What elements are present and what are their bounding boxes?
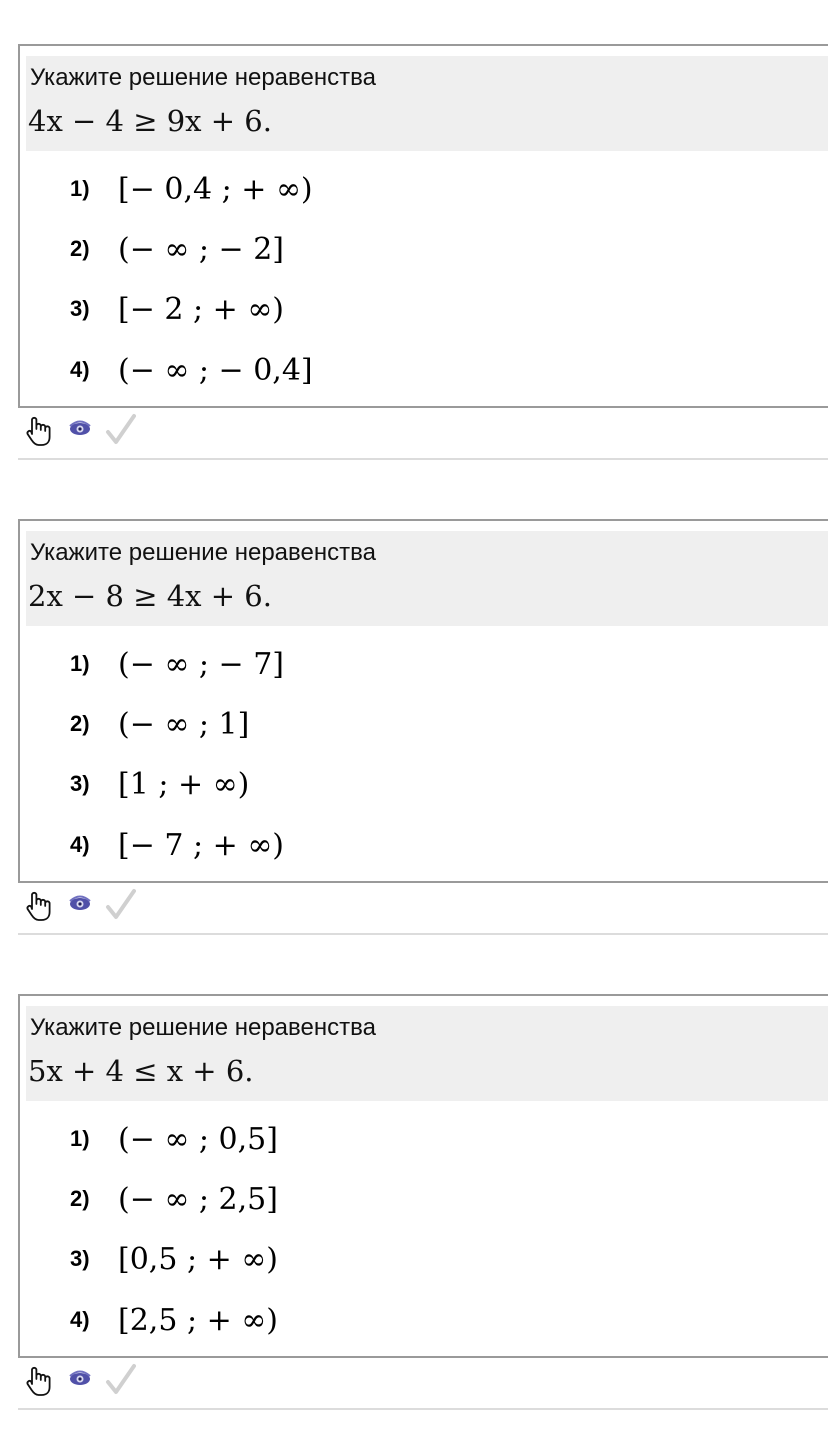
option-number: 4) bbox=[70, 1307, 90, 1332]
answer-option-3[interactable] bbox=[70, 764, 249, 804]
task-separator bbox=[18, 933, 828, 935]
task-inequality: 4x − 4 ≥ 9x + 6. bbox=[28, 104, 272, 138]
option-answer: [− 0,4 ; + ∞) bbox=[118, 171, 313, 207]
eye-icon[interactable] bbox=[66, 412, 98, 448]
option-answer: (− ∞ ; − 2] bbox=[118, 231, 285, 267]
task-header bbox=[26, 531, 828, 626]
option-answer: [1 ; + ∞) bbox=[118, 766, 250, 802]
checkmark-icon[interactable] bbox=[104, 887, 136, 923]
answer-option-4[interactable] bbox=[70, 825, 284, 865]
task-toolbar bbox=[20, 887, 160, 927]
task-prompt: Укажите решение неравенства bbox=[30, 64, 376, 91]
option-number: 1) bbox=[70, 1126, 90, 1151]
task-prompt: Укажите решение неравенства bbox=[30, 1014, 376, 1041]
answer-option-1[interactable] bbox=[70, 169, 313, 209]
option-number: 4) bbox=[70, 832, 90, 857]
checkmark-icon[interactable] bbox=[104, 412, 136, 448]
option-number: 2) bbox=[70, 236, 90, 261]
answer-option-3[interactable] bbox=[70, 1239, 278, 1279]
task-separator bbox=[18, 1408, 828, 1410]
task-separator bbox=[18, 458, 828, 460]
answer-option-2[interactable] bbox=[70, 704, 249, 744]
option-number: 3) bbox=[70, 771, 90, 796]
option-answer: (− ∞ ; 0,5] bbox=[118, 1121, 278, 1157]
hand-pointer-icon[interactable] bbox=[22, 412, 54, 448]
option-answer: [− 7 ; + ∞) bbox=[118, 827, 285, 863]
answer-option-4[interactable] bbox=[70, 350, 313, 390]
task-header bbox=[26, 1006, 828, 1101]
task-inequality: 2x − 8 ≥ 4x + 6. bbox=[28, 579, 272, 613]
option-number: 3) bbox=[70, 296, 90, 321]
answer-option-1[interactable] bbox=[70, 1119, 278, 1159]
option-number: 3) bbox=[70, 1246, 90, 1271]
option-answer: [− 2 ; + ∞) bbox=[118, 291, 285, 327]
answer-option-4[interactable] bbox=[70, 1300, 278, 1340]
option-number: 1) bbox=[70, 176, 90, 201]
task-toolbar bbox=[20, 412, 160, 452]
task-inequality: 5x + 4 ≤ x + 6. bbox=[28, 1054, 254, 1088]
task-prompt: Укажите решение неравенства bbox=[30, 539, 376, 566]
answer-option-1[interactable] bbox=[70, 644, 284, 684]
option-number: 1) bbox=[70, 651, 90, 676]
hand-pointer-icon[interactable] bbox=[22, 887, 54, 923]
answer-option-2[interactable] bbox=[70, 1179, 278, 1219]
task-card-3 bbox=[18, 994, 828, 1358]
task-card-1 bbox=[18, 44, 828, 408]
checkmark-icon[interactable] bbox=[104, 1362, 136, 1398]
option-number: 4) bbox=[70, 357, 90, 382]
option-number: 2) bbox=[70, 1186, 90, 1211]
option-answer: [0,5 ; + ∞) bbox=[118, 1241, 278, 1277]
option-answer: (− ∞ ; 2,5] bbox=[118, 1181, 278, 1217]
task-header bbox=[26, 56, 828, 151]
answer-option-3[interactable] bbox=[70, 289, 284, 329]
answer-option-2[interactable] bbox=[70, 229, 284, 269]
option-answer: (− ∞ ; − 0,4] bbox=[118, 352, 313, 388]
option-answer: [2,5 ; + ∞) bbox=[118, 1302, 278, 1338]
option-number: 2) bbox=[70, 711, 90, 736]
eye-icon[interactable] bbox=[66, 887, 98, 923]
eye-icon[interactable] bbox=[66, 1362, 98, 1398]
option-answer: (− ∞ ; 1] bbox=[118, 706, 250, 742]
option-answer: (− ∞ ; − 7] bbox=[118, 646, 285, 682]
task-toolbar bbox=[20, 1362, 160, 1402]
hand-pointer-icon[interactable] bbox=[22, 1362, 54, 1398]
task-card-2 bbox=[18, 519, 828, 883]
